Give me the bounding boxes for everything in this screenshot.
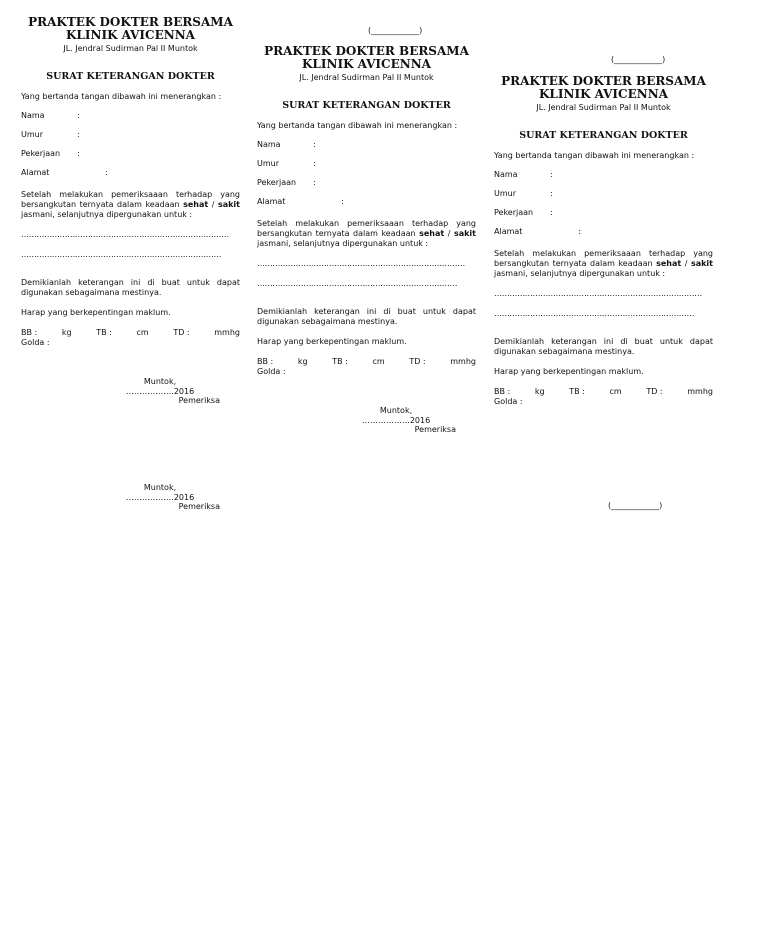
td-label: TD : [409, 357, 426, 366]
signature-date: ………………2016 [361, 415, 431, 425]
field-label: Umur [257, 159, 280, 168]
kg-unit: kg [534, 387, 545, 396]
kg-unit: kg [297, 357, 308, 366]
field-address [494, 227, 713, 237]
td-label: TD : [646, 387, 663, 396]
healthy-option: sehat [183, 200, 209, 209]
field-job [21, 149, 240, 159]
healthy-option: sehat [419, 229, 445, 238]
exam-statement: Setelah melakukan pemeriksaaan terhadap yang bersangkutan ternyata dalam keadaan sehat / sakit jasmani, selanjutnya dipergunakan untuk : [21, 190, 240, 219]
clinic-name-line1: PRAKTEK DOKTER BERSAMA [28, 15, 233, 29]
field-label: Nama [494, 170, 518, 179]
cm-unit: cm [372, 357, 385, 366]
purpose-line: …………………………………………………………………… [257, 279, 457, 288]
signature-name-slot: (____________) [368, 26, 423, 35]
tb-label: TB : [96, 328, 112, 337]
field-label: Alamat [21, 168, 50, 177]
signature-city: Muntok, [143, 483, 177, 492]
field-label: Nama [21, 111, 45, 120]
signature-block [100, 483, 220, 512]
field-address [21, 168, 240, 178]
field-label: Umur [494, 189, 517, 198]
clinic-name-line2: KLINIK AVICENNA [302, 57, 431, 71]
field-colon: : [550, 189, 553, 198]
letter-title: SURAT KETERANGAN DOKTER [519, 130, 688, 141]
mmhg-unit: mmhg [687, 387, 713, 396]
field-job [257, 178, 476, 188]
purpose-line: …………………………………………………………………… [21, 250, 221, 259]
sick-option: sakit [453, 229, 476, 238]
sick-option: sakit [217, 200, 240, 209]
field-colon: : [313, 159, 316, 168]
signature-examiner: Pemeriksa [178, 396, 220, 405]
field-label: Nama [257, 140, 281, 149]
bb-label: BB : [494, 387, 511, 396]
field-age [494, 189, 713, 199]
field-name [494, 170, 713, 180]
mmhg-unit: mmhg [450, 357, 476, 366]
hope-text: Harap yang berkepentingan maklum. [257, 337, 407, 346]
field-label: Umur [21, 130, 44, 139]
clinic-name-line1: PRAKTEK DOKTER BERSAMA [501, 74, 706, 88]
field-job [494, 208, 713, 218]
closing-text: Demikianlah keterangan ini di buat untuk dapat digunakan sebagaimana mestinya. [257, 307, 476, 326]
field-label: Pekerjaan [257, 178, 297, 187]
purpose-line: ……………………………………………………………………… [21, 230, 229, 239]
field-colon: : [105, 168, 108, 177]
field-colon: : [578, 227, 581, 236]
hope-text: Harap yang berkepentingan maklum. [494, 367, 644, 376]
sick-option: sakit [690, 259, 713, 268]
field-label: Alamat [257, 197, 286, 206]
letter-title: SURAT KETERANGAN DOKTER [282, 100, 451, 111]
field-colon: : [341, 197, 344, 206]
signature-name-slot: (____________) [608, 501, 663, 510]
certificate-form-right [494, 75, 713, 407]
clinic-name-line2: KLINIK AVICENNA [539, 87, 668, 101]
field-address [257, 197, 476, 207]
cm-unit: cm [136, 328, 149, 337]
hope-text: Harap yang berkepentingan maklum. [21, 308, 171, 317]
field-colon: : [77, 149, 80, 158]
healthy-option: sehat [656, 259, 682, 268]
blood-type-label: Golda : [494, 397, 523, 406]
purpose-line: …………………………………………………………………… [494, 309, 694, 318]
field-colon: : [550, 208, 553, 217]
exam-statement: Setelah melakukan pemeriksaaan terhadap yang bersangkutan ternyata dalam keadaan sehat / sakit jasmani, selanjutnya dipergunakan untuk : [257, 219, 476, 248]
clinic-address: JL. Jendral Sudirman Pal II Muntok [63, 44, 198, 53]
mmhg-unit: mmhg [214, 328, 240, 337]
purpose-line: ……………………………………………………………………… [257, 259, 465, 268]
signature-block [100, 377, 220, 406]
tb-label: TB : [569, 387, 585, 396]
intro-text: Yang bertanda tangan dibawah ini menerangkan : [257, 121, 458, 130]
tb-label: TB : [332, 357, 348, 366]
field-colon: : [313, 178, 316, 187]
signature-city: Muntok, [143, 377, 177, 386]
signature-date: ………………2016 [125, 386, 195, 396]
cm-unit: cm [609, 387, 622, 396]
field-label: Alamat [494, 227, 523, 236]
vitals-row [257, 357, 476, 367]
field-age [257, 159, 476, 169]
field-label: Pekerjaan [21, 149, 61, 158]
field-name [21, 111, 240, 121]
td-label: TD : [173, 328, 190, 337]
certificate-form-middle [257, 45, 476, 377]
closing-text: Demikianlah keterangan ini di buat untuk dapat digunakan sebagaimana mestinya. [21, 278, 240, 297]
signature-name-slot: (____________) [611, 55, 666, 64]
vitals-row [21, 328, 240, 338]
field-colon: : [313, 140, 316, 149]
field-colon: : [550, 170, 553, 179]
blood-type-label: Golda : [21, 338, 50, 347]
clinic-address: JL. Jendral Sudirman Pal II Muntok [536, 103, 671, 112]
field-label: Pekerjaan [494, 208, 534, 217]
kg-unit: kg [61, 328, 72, 337]
closing-text: Demikianlah keterangan ini di buat untuk dapat digunakan sebagaimana mestinya. [494, 337, 713, 356]
clinic-address: JL. Jendral Sudirman Pal II Muntok [299, 73, 434, 82]
signature-examiner: Pemeriksa [414, 425, 456, 434]
signature-city: Muntok, [379, 406, 413, 415]
vitals-row [494, 387, 713, 397]
exam-statement: Setelah melakukan pemeriksaaan terhadap yang bersangkutan ternyata dalam keadaan sehat / sakit jasmani, selanjutnya dipergunakan untuk : [494, 249, 713, 278]
field-colon: : [77, 130, 80, 139]
clinic-name-line2: KLINIK AVICENNA [66, 28, 195, 42]
signature-block [336, 406, 456, 435]
signature-examiner: Pemeriksa [178, 502, 220, 511]
intro-text: Yang bertanda tangan dibawah ini menerangkan : [21, 92, 222, 101]
clinic-name-line1: PRAKTEK DOKTER BERSAMA [264, 44, 469, 58]
bb-label: BB : [21, 328, 38, 337]
signature-date: ………………2016 [125, 492, 195, 502]
blood-type-label: Golda : [257, 367, 286, 376]
field-name [257, 140, 476, 150]
field-age [21, 130, 240, 140]
letter-title: SURAT KETERANGAN DOKTER [46, 71, 215, 82]
field-colon: : [77, 111, 80, 120]
bb-label: BB : [257, 357, 274, 366]
purpose-line: ……………………………………………………………………… [494, 289, 702, 298]
certificate-form-left [21, 16, 240, 348]
intro-text: Yang bertanda tangan dibawah ini menerangkan : [494, 151, 695, 160]
